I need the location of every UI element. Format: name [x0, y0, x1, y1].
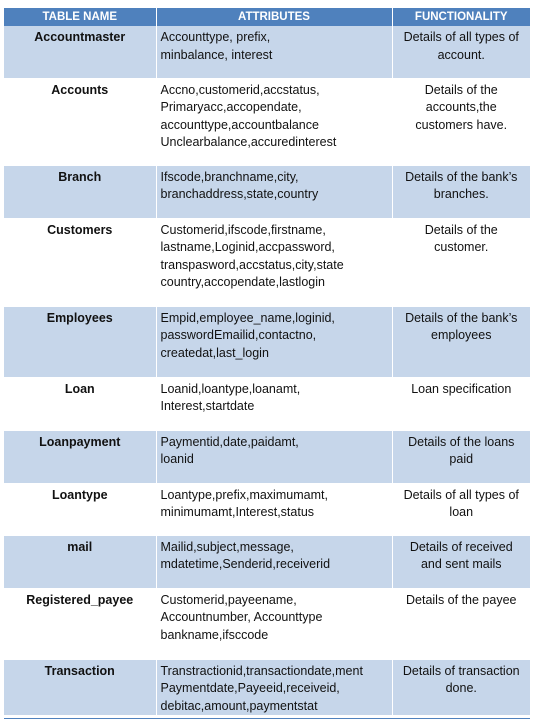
functionality-cell [392, 306, 530, 377]
attributes-cell [156, 165, 392, 218]
functionality-line: customers have. [415, 117, 508, 132]
attributes-cell [156, 377, 392, 430]
functionality-line: paid [449, 452, 474, 466]
attribute-line: Loantype,prefix,maximumamt, [160, 487, 328, 502]
functionality-line: account. [437, 47, 485, 62]
table-row [4, 377, 530, 430]
functionality-line: Details of all types of [403, 487, 519, 502]
functionality-line: Loan specification [411, 381, 512, 396]
functionality-cell [392, 659, 530, 716]
table-row [4, 535, 530, 588]
table-row [4, 26, 530, 78]
attributes-cell [156, 430, 392, 483]
attributes-cell [156, 659, 392, 716]
attribute-line: Accno,customerid,accstatus, [160, 82, 320, 97]
table-name-cell: Transaction [4, 659, 156, 716]
functionality-cell [392, 218, 530, 306]
table-name-cell: Accountmaster [4, 26, 156, 78]
attributes-cell [156, 483, 392, 535]
header-table-name: TABLE NAME [4, 8, 156, 26]
attribute-line: passwordEmailid,contactno, [160, 328, 317, 342]
functionality-cell [392, 483, 530, 535]
functionality-line: Details of the bank’s [405, 169, 518, 184]
attribute-line: bankname,ifsccode [160, 627, 269, 642]
attributes-cell [156, 535, 392, 588]
functionality-line: Details of received [409, 539, 513, 554]
functionality-line: Details of the [424, 222, 498, 237]
table-name-cell: mail [4, 535, 156, 588]
table-row [4, 483, 530, 535]
attributes-cell [156, 26, 392, 78]
functionality-cell [392, 165, 530, 218]
table-name-cell: Branch [4, 165, 156, 218]
schema-table [4, 8, 530, 716]
table-row [4, 165, 530, 218]
table-row [4, 588, 530, 659]
functionality-line: customer. [434, 240, 489, 254]
attribute-line: Unclearbalance,accuredinterest [160, 135, 337, 149]
attribute-line: mdatetime,Senderid,receiverid [160, 557, 331, 571]
attribute-line: Empid,employee_name,loginid, [160, 310, 335, 325]
table-row [4, 218, 530, 306]
attributes-cell [156, 588, 392, 659]
table-row [4, 78, 530, 165]
functionality-cell [392, 588, 530, 659]
table-name-cell: Loan [4, 377, 156, 430]
attributes-cell [156, 78, 392, 165]
functionality-cell [392, 430, 530, 483]
attribute-line: Loanid,loantype,loanamt, [160, 381, 301, 396]
table-name-cell: Loanpayment [4, 430, 156, 483]
functionality-line: and sent mails [420, 557, 502, 571]
functionality-line: Details of the payee [406, 592, 517, 607]
attributes-cell [156, 218, 392, 306]
header-attributes: ATTRIBUTES [156, 8, 392, 26]
functionality-line: branches. [433, 187, 489, 201]
attribute-line: Customerid,payeename, [160, 592, 297, 607]
functionality-line: Details of transaction [402, 663, 520, 678]
attribute-line: lastname,Loginid,accpassword, [160, 240, 335, 254]
functionality-cell [392, 26, 530, 78]
attribute-line: debitac,amount,paymentstat [160, 698, 318, 713]
functionality-line: Details of the bank’s [405, 310, 518, 325]
attribute-line: transpasword,accstatus,city,state [160, 257, 344, 272]
attribute-line: minbalance, interest [160, 47, 273, 62]
attribute-line: createdat,last_login [160, 345, 269, 360]
attribute-line: Ifscode,branchname,city, [160, 169, 299, 184]
functionality-line: accounts,the [425, 100, 497, 114]
table-name-cell: Registered_payee [4, 588, 156, 659]
attribute-line: Customerid,ifscode,firstname, [160, 222, 326, 237]
attribute-line: Interest,startdate [160, 399, 255, 413]
header-row [4, 8, 530, 26]
functionality-line: loan [449, 505, 474, 519]
table-name-cell: Accounts [4, 78, 156, 165]
table-row [4, 430, 530, 483]
attribute-line: minimumamt,Interest,status [160, 505, 315, 519]
table-bottom-border [4, 718, 530, 719]
attribute-line: Accounttype, prefix, [160, 30, 271, 44]
attribute-line: accounttype,accountbalance [160, 117, 319, 132]
functionality-line: Details of all types of [403, 30, 519, 44]
attribute-line: Paymentdate,Payeeid,receiveid, [160, 681, 340, 695]
table-name-cell: Loantype [4, 483, 156, 535]
table-name-cell: Employees [4, 306, 156, 377]
functionality-cell [392, 78, 530, 165]
table-name-cell: Customers [4, 218, 156, 306]
attribute-line: Transtractionid,transactiondate,ment [160, 663, 363, 678]
attribute-line: Paymentid,date,paidamt, [160, 434, 299, 449]
table-row [4, 306, 530, 377]
functionality-line: Details of the loans [408, 434, 515, 449]
functionality-line: Details of the [424, 82, 498, 97]
attribute-line: loanid [160, 452, 194, 466]
attribute-line: Primaryacc,accopendate, [160, 100, 302, 114]
attributes-cell [156, 306, 392, 377]
functionality-cell [392, 377, 530, 430]
attribute-line: country,accopendate,lastlogin [160, 275, 325, 289]
table-row [4, 659, 530, 716]
functionality-line: employees [431, 328, 492, 342]
attribute-line: branchaddress,state,country [160, 187, 319, 201]
header-functionality: FUNCTIONALITY [392, 8, 530, 26]
functionality-line: done. [445, 681, 477, 695]
attribute-line: Mailid,subject,message, [160, 539, 294, 554]
attribute-line: Accountnumber, Accounttype [160, 610, 323, 624]
functionality-cell [392, 535, 530, 588]
